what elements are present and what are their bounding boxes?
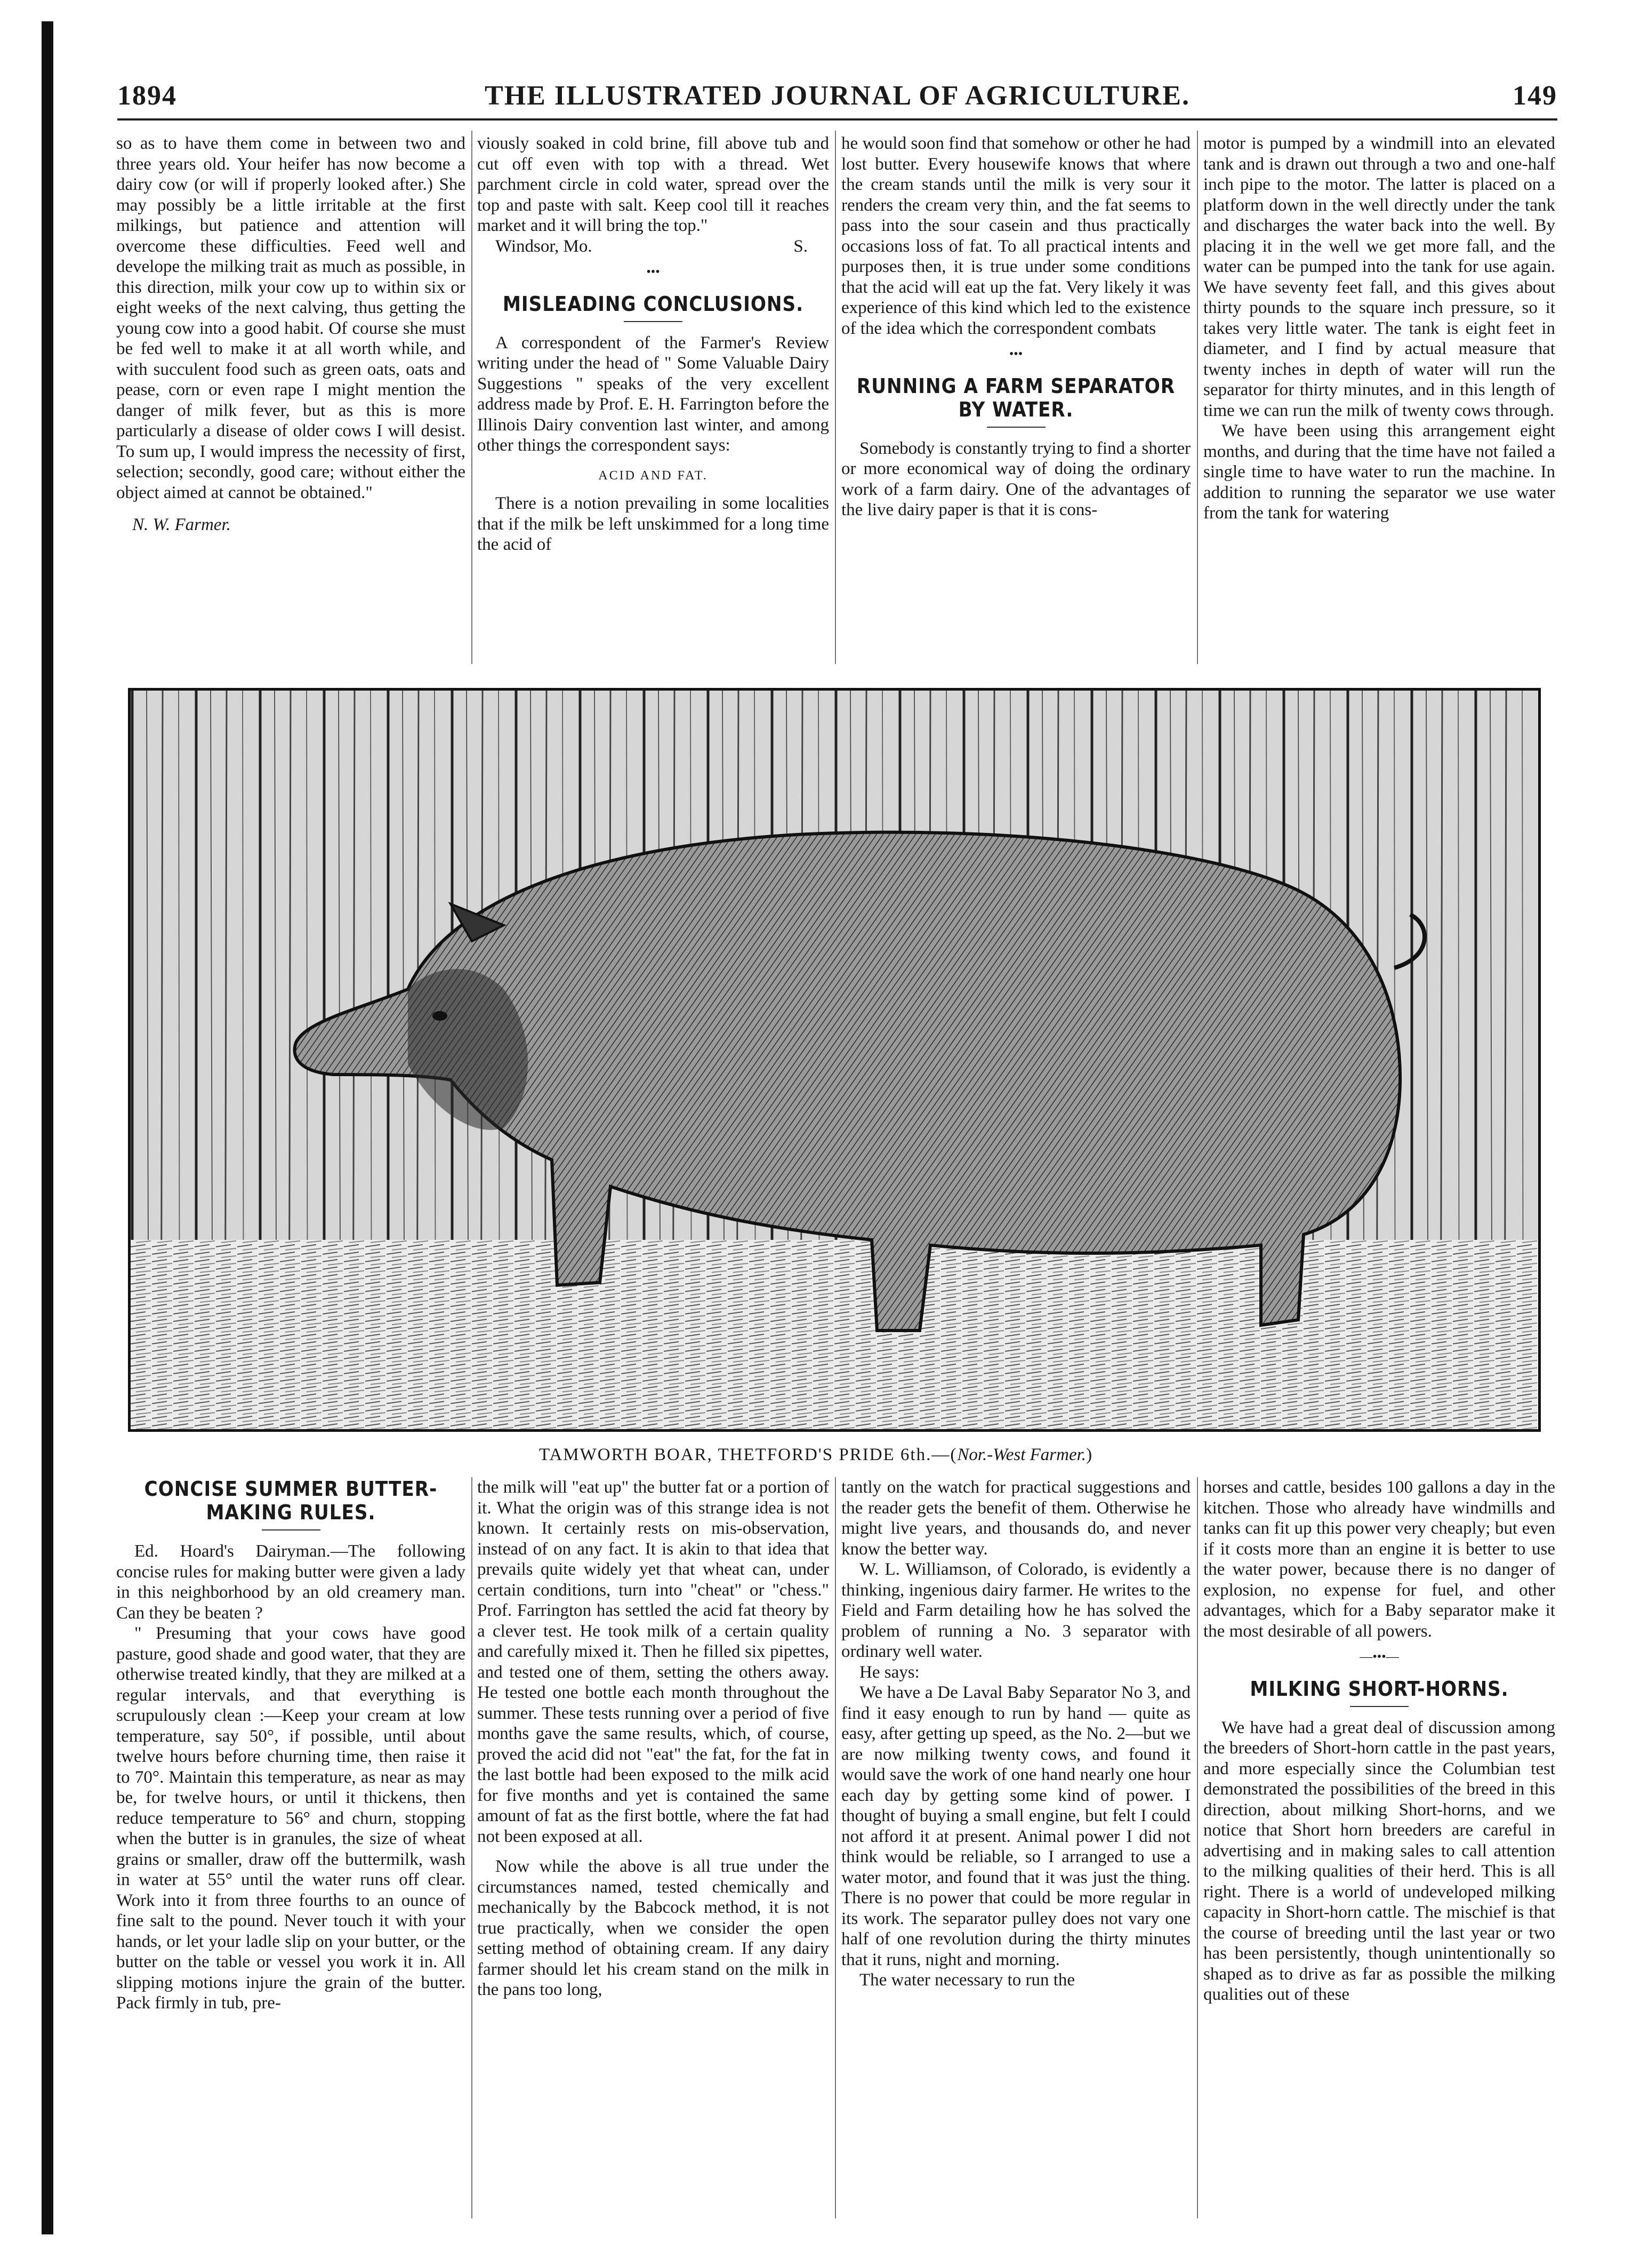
section-ornament: ••• xyxy=(1009,347,1023,361)
article-heading: RUNNING A FARM SEPARATOR BY WATER. xyxy=(856,374,1176,421)
page-header xyxy=(117,80,1557,117)
bottom-column-1 xyxy=(116,1477,465,2014)
article-text: horses and cattle, besides 100 gallons a day in the kitchen. Those who already have windmills and tanks can fit up this power very cheaply; but even if it costs more than an engine it is better to use the water power, because there is no danger of explosion, no expense for fuel, and other advantages, which for a Baby separator make it the most desirable of all powers. xyxy=(1203,1478,1555,1641)
article-text: The water necessary to run the xyxy=(859,1970,1075,1990)
column-separator xyxy=(471,1477,472,2218)
bottom-column-3 xyxy=(841,1477,1191,1991)
page-number: 149 xyxy=(1513,81,1557,111)
article-text: motor is pumped by a windmill into an elevated tank and is drawn out through a two and one-half inch pipe to the motor. The latter is placed on a platform down in the well directly under the tank and discharges the water back into the well. By placing it in the well we get more fall, and the water can be pumped into the tank for use again. We have seventy feet fall, and this gives about thirty pounds to the square inch pressure, so it takes very little water. The tank is eight feet in diameter, and I find by actual measure that twenty inches in depth of water will run the separator for thirty minutes, and in this length of time we can run the milk of twenty cows through. xyxy=(1203,134,1555,420)
illustration-caption xyxy=(0,1445,1632,1465)
dateline-place: Windsor, Mo. xyxy=(495,236,592,256)
caption-main: TAMWORTH BOAR, THETFORD'S PRIDE 6th.—( xyxy=(538,1445,958,1464)
signature: N. W. Farmer. xyxy=(132,515,231,534)
article-heading: CONCISE SUMMER BUTTER-MAKING RULES. xyxy=(144,1477,438,1524)
article-text: We have a De Laval Baby Separator No 3, and find it easy enough to run by hand — quite as easy, after getting up speed, as the No. 2—but we are now milking twenty cows, and found it would save the work of one hand nearly one hour each day by getting some kind of power. I thought of buying a small engine, but felt I could not afford it at present. Animal power I did not think would be reliable, so I arranged to use a water motor, and found that it was just the thing. There is no power that could be more regular in its work. The separator pulley does not vary one half of one revolution during the thirty minutes that it runs, night and morning. xyxy=(841,1683,1191,1969)
article-subheading: ACID AND FAT. xyxy=(598,468,708,483)
heading-rule xyxy=(987,427,1046,428)
article-text: Now while the above is all true under the circumstances named, tested chemically and mechanically by the Babcock method, it is not true practically, when we consider the open setting method of obtaining cream. If any dairy farmer should let his cream stand on the milk in the pans too long, xyxy=(477,1857,829,1999)
boar-eye xyxy=(432,1011,447,1021)
boar-engraving xyxy=(131,691,1538,1429)
article-heading: MILKING SHORT-HORNS. xyxy=(1250,1677,1509,1701)
section-ornament: —•••— xyxy=(1360,1650,1399,1664)
binding-edge xyxy=(42,21,53,2234)
column-separator xyxy=(471,131,472,664)
header-rule xyxy=(117,118,1557,121)
heading-rule xyxy=(624,321,682,322)
article-text: the milk will "eat up" the butter fat or a portion of it. What the origin was of this strange idea is not known. It certainly rests on mis-observation, instead of on any fact. It is akin to that idea that prevails quite widely yet that wheat can, under certain conditions, turn into "cheat" or "chess." Prof. Farrington has settled the acid fat theory by a clever test. He took milk of a certain quality and carefully mixed it. Then he filled six pipettes, and tested one of them, setting the others away. He tested one bottle each month throughout the summer. These tests running over a period of five months gave the same results, which, of course, proved the acid did not "eat" the fat, for the fat in the last bottle had been exposed to the milk acid for five months and yet is contained the same amount of fat as the first bottle, where the fat had not been exposed at all. xyxy=(477,1478,829,1846)
header-year: 1894 xyxy=(117,81,177,111)
section-ornament: ••• xyxy=(646,265,660,279)
article-text: He says: xyxy=(859,1662,920,1682)
straw-ground xyxy=(131,1240,1538,1429)
top-column-2 xyxy=(477,133,829,555)
caption-end: ) xyxy=(1086,1445,1094,1464)
column-separator xyxy=(1197,131,1198,664)
article-text: tantly on the watch for practical suggestions and the reader gets the benefit of them. Otherwise he might live years, and thousands do, and never know the better way. xyxy=(841,1478,1191,1559)
article-text: Ed. Hoard's Dairyman.—The following concise rules for making butter were given a lady in this neighborhood by an old creamery man. Can they be beaten ? xyxy=(116,1542,465,1623)
top-column-1 xyxy=(116,133,465,535)
dateline-initial: S. xyxy=(793,236,808,256)
article-text: A correspondent of the Farmer's Review writing under the head of " Some Valuable Dairy Suggestions " speaks of the very excellent address made by Prof. E. H. Farrington before the Illinois Dairy convention last winter, and among other things the correspondent says: xyxy=(477,333,829,455)
article-text: We have had a great deal of discussion among the breeders of Short-horn cattle in the past years, and more especially since the Columbian test demonstrated the possibilities of the breed in this direction, about milking Short-horns, and we notice that Short horn breeders are careful in advertising and in making sales to call attention to the milking qualities of their herd. This is all right. There is a world of undeveloped milking capacity in Short-horn cattle. The mischief is that the course of breeding until the last year or two has been persistently, though unintentionally so shaped as to drive as far as possible the milking qualities out of these xyxy=(1203,1718,1555,2004)
caption-source: Nor.-West Farmer. xyxy=(957,1445,1087,1464)
top-column-3 xyxy=(841,133,1191,520)
bottom-column-2 xyxy=(477,1477,829,2000)
column-separator xyxy=(835,1477,836,2218)
heading-rule xyxy=(1350,1706,1409,1707)
article-text: Somebody is constantly trying to find a shorter or more economical way of doing the ordinary work of a farm dairy. One of the advantages of the live dairy paper is that it is cons- xyxy=(841,438,1191,519)
article-text: W. L. Williamson, of Colorado, is evidently a thinking, ingenious dairy farmer. He writes to the Field and Farm detailing how he has solved the problem of running a No. 3 separator with ordinary well water. xyxy=(841,1560,1191,1661)
article-heading: MISLEADING CONCLUSIONS. xyxy=(502,292,804,316)
boar-illustration xyxy=(128,688,1541,1432)
heading-rule xyxy=(262,1529,320,1530)
journal-title: THE ILLUSTRATED JOURNAL OF AGRICULTURE. xyxy=(485,81,1190,111)
column-separator xyxy=(1197,1477,1198,2218)
article-text: " Presuming that your cows have good pasture, good shade and good water, that they are otherwise treated kindly, that they are milked at a regular intervals, and that everything is scrupulously clean :—Keep your cream at low temperature, say 50°, if possible, until about twelve hours before churning time, then raise it to 70°. Maintain this temperature, as near as may be, for twelve hours, or until it thickens, then reduce temperature to 56° and churn, stopping when the butter is in granules, the size of wheat grains or smaller, draw off the buttermilk, wash in water at 55° until the water runs off clear. Work into it from three fourths to an ounce of fine salt to the pound. Never touch it with your hands, or let your ladle slip on your butter, or the butter on the table or vessel you work it in. All slipping motions injure the grain of the butter. Pack firmly in tub, pre- xyxy=(116,1624,465,2013)
article-text: We have been using this arrangement eight months, and during that the time have not failed a single time to have water to run the machine. In addition to running the separator we use water from the tank for watering xyxy=(1203,421,1555,523)
article-text: There is a notion prevailing in some localities that if the milk be left unskimmed for a long time the acid of xyxy=(477,494,829,554)
article-text: so as to have them come in between two and three years old. Your heifer has now become a dairy cow (or will if properly looked after.) She may possibly be a little irritable at the first milkings, but patience and attention will overcome these difficulties. Feed well and develope the milking trait as much as possible, in this direction, milk your cow up to within six or eight weeks of the next calving, thus getting the young cow into a good habit. Of course she must be fed well to make it at all worth while, and with succulent food such as green oats, oats and pease, corn or even rape I might mention the danger of milk fever, but as this is more particularly a disease of older cows I will desist. To sum up, I would impress the necessity of first, selection; secondly, good care; without either the object aimed at cannot be obtained." xyxy=(116,134,465,502)
bottom-column-4 xyxy=(1203,1477,1555,2005)
article-text: viously soaked in cold brine, fill above tub and cut off even with top with a thread. Wet parchment circle in cold water, spread over the top and paste with salt. Keep cool till it reaches market and it will bring the top." xyxy=(477,134,829,235)
column-separator xyxy=(835,131,836,664)
top-column-4 xyxy=(1203,133,1555,524)
article-text: he would soon find that somehow or other he had lost butter. Every housewife knows that where the cream stands until the milk is very sour it renders the cream very thin, and the fat seems to pass into the sour casein and thus practically occasions loss of fat. To all practical intents and purposes then, it is true under some conditions that the acid will eat up the fat. Very likely it was experience of this kind which led to the existence of the idea which the correspondent combats xyxy=(841,134,1191,338)
dateline xyxy=(477,236,829,257)
